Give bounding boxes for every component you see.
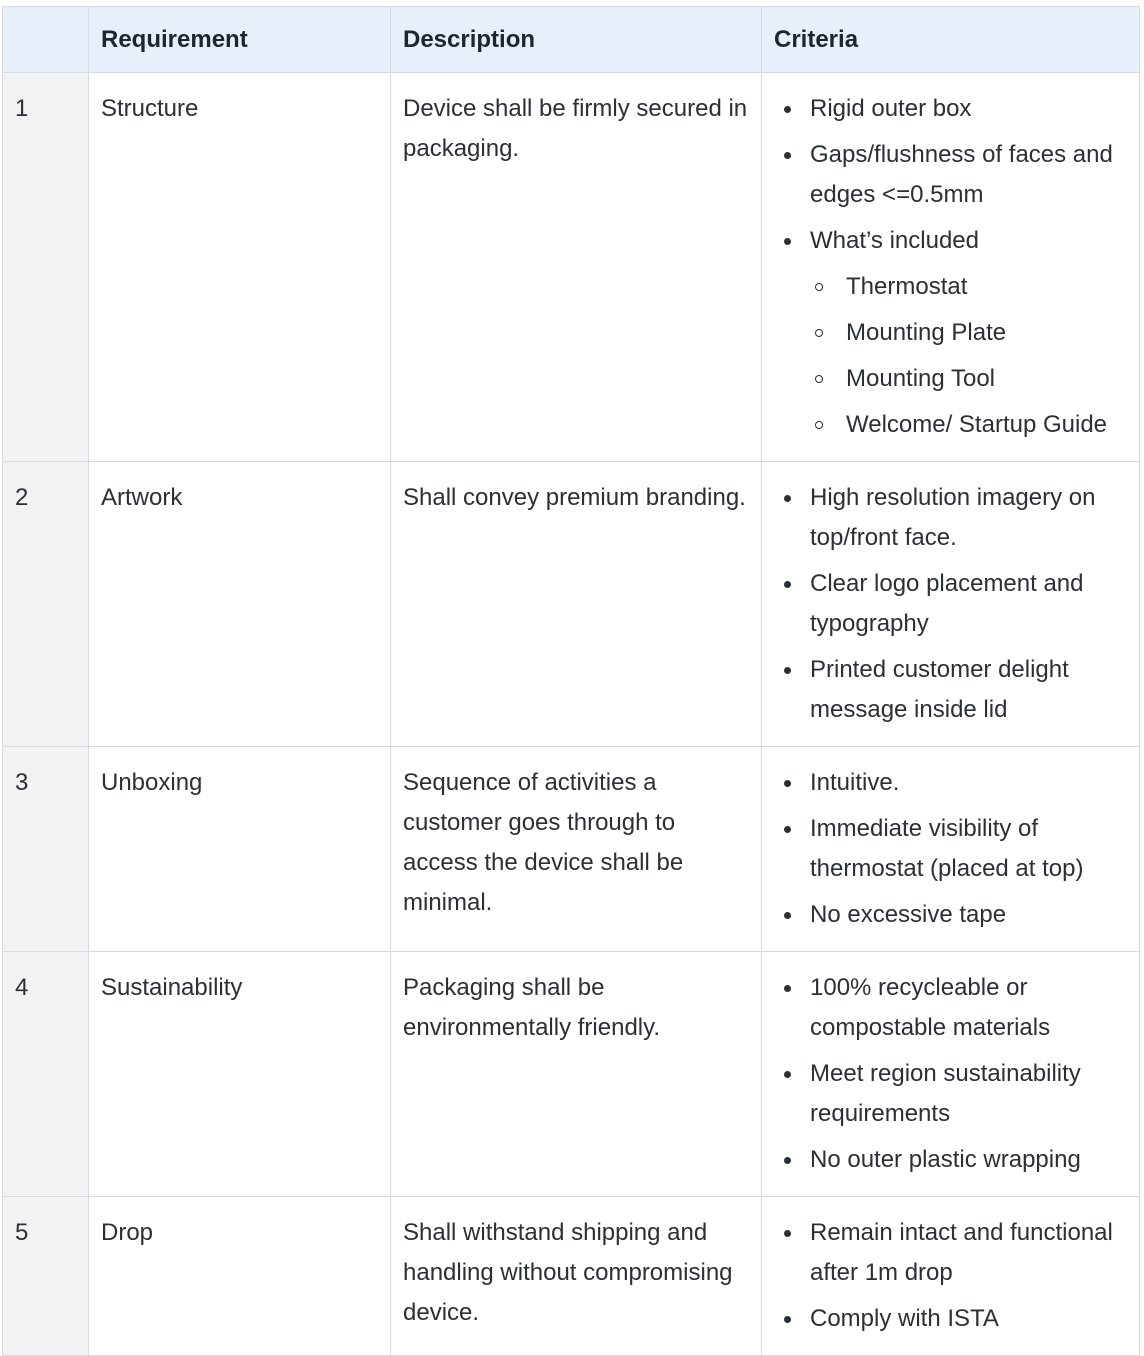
header-criteria: Criteria [762,7,1140,73]
criteria-list [774,89,1127,445]
criteria-item-text: Intuitive. [810,769,900,796]
criteria-item-text: High resolution imagery on top/front face. [810,484,1096,551]
description-cell: Device shall be firmly secured in packaging. [391,73,762,462]
criteria-item [810,763,1127,803]
requirement-cell: Structure [89,73,391,462]
criteria-item-text: Remain intact and functional after 1m drop [810,1219,1113,1286]
criteria-item [810,968,1127,1048]
table-header [3,7,1140,73]
criteria-subitem: Mounting Tool [810,359,1127,399]
header-row [3,7,1140,73]
criteria-sublist [810,267,1127,445]
criteria-item [810,478,1127,558]
requirement-cell: Artwork [89,462,391,747]
row-number-cell: 2 [3,462,89,747]
criteria-item-text: What’s included [810,227,979,254]
criteria-item [810,1299,1127,1339]
criteria-item-text: 100% recycleable or compostable materials [810,974,1051,1041]
criteria-subitem: Thermostat [810,267,1127,307]
criteria-item-text: Comply with ISTA [810,1305,999,1332]
criteria-item [810,809,1127,889]
header-description: Description [391,7,762,73]
row-number-cell: 5 [3,1197,89,1356]
row-number-cell: 4 [3,952,89,1197]
criteria-item [810,221,1127,445]
description-cell: Packaging shall be environmentally friendly. [391,952,762,1197]
criteria-item-text: Clear logo placement and typography [810,570,1084,637]
criteria-item [810,895,1127,935]
criteria-list [774,968,1127,1180]
table-row [3,73,1140,462]
table-row [3,747,1140,952]
criteria-cell [762,1197,1140,1356]
description-cell: Sequence of activities a customer goes through to access the device shall be minimal. [391,747,762,952]
criteria-cell [762,462,1140,747]
criteria-item-text: Meet region sustainability requirements [810,1060,1081,1127]
table-row [3,462,1140,747]
table-body [3,73,1140,1356]
row-number-cell: 1 [3,73,89,462]
criteria-item [810,89,1127,129]
criteria-item [810,1140,1127,1180]
criteria-cell [762,952,1140,1197]
criteria-cell [762,73,1140,462]
criteria-list [774,478,1127,730]
description-cell: Shall convey premium branding. [391,462,762,747]
criteria-item-text: No excessive tape [810,901,1007,928]
requirements-table [2,6,1140,1356]
header-number [3,7,89,73]
requirement-cell: Unboxing [89,747,391,952]
table-row [3,1197,1140,1356]
criteria-item-text: Immediate visibility of thermostat (placed at top) [810,815,1084,882]
criteria-item [810,564,1127,644]
table-row [3,952,1140,1197]
criteria-item-text: Rigid outer box [810,95,972,122]
criteria-item [810,650,1127,730]
criteria-item-text: Printed customer delight message inside lid [810,656,1069,723]
criteria-item [810,1054,1127,1134]
criteria-subitem: Welcome/ Startup Guide [810,405,1127,445]
requirement-cell: Sustainability [89,952,391,1197]
criteria-item-text: No outer plastic wrapping [810,1146,1081,1173]
criteria-item [810,135,1127,215]
row-number-cell: 3 [3,747,89,952]
criteria-item-text: Gaps/flushness of faces and edges <=0.5mm [810,141,1113,208]
criteria-list [774,1213,1127,1339]
requirement-cell: Drop [89,1197,391,1356]
header-requirement: Requirement [89,7,391,73]
criteria-subitem: Mounting Plate [810,313,1127,353]
criteria-list [774,763,1127,935]
description-cell: Shall withstand shipping and handling without compromising device. [391,1197,762,1356]
criteria-cell [762,747,1140,952]
criteria-item [810,1213,1127,1293]
